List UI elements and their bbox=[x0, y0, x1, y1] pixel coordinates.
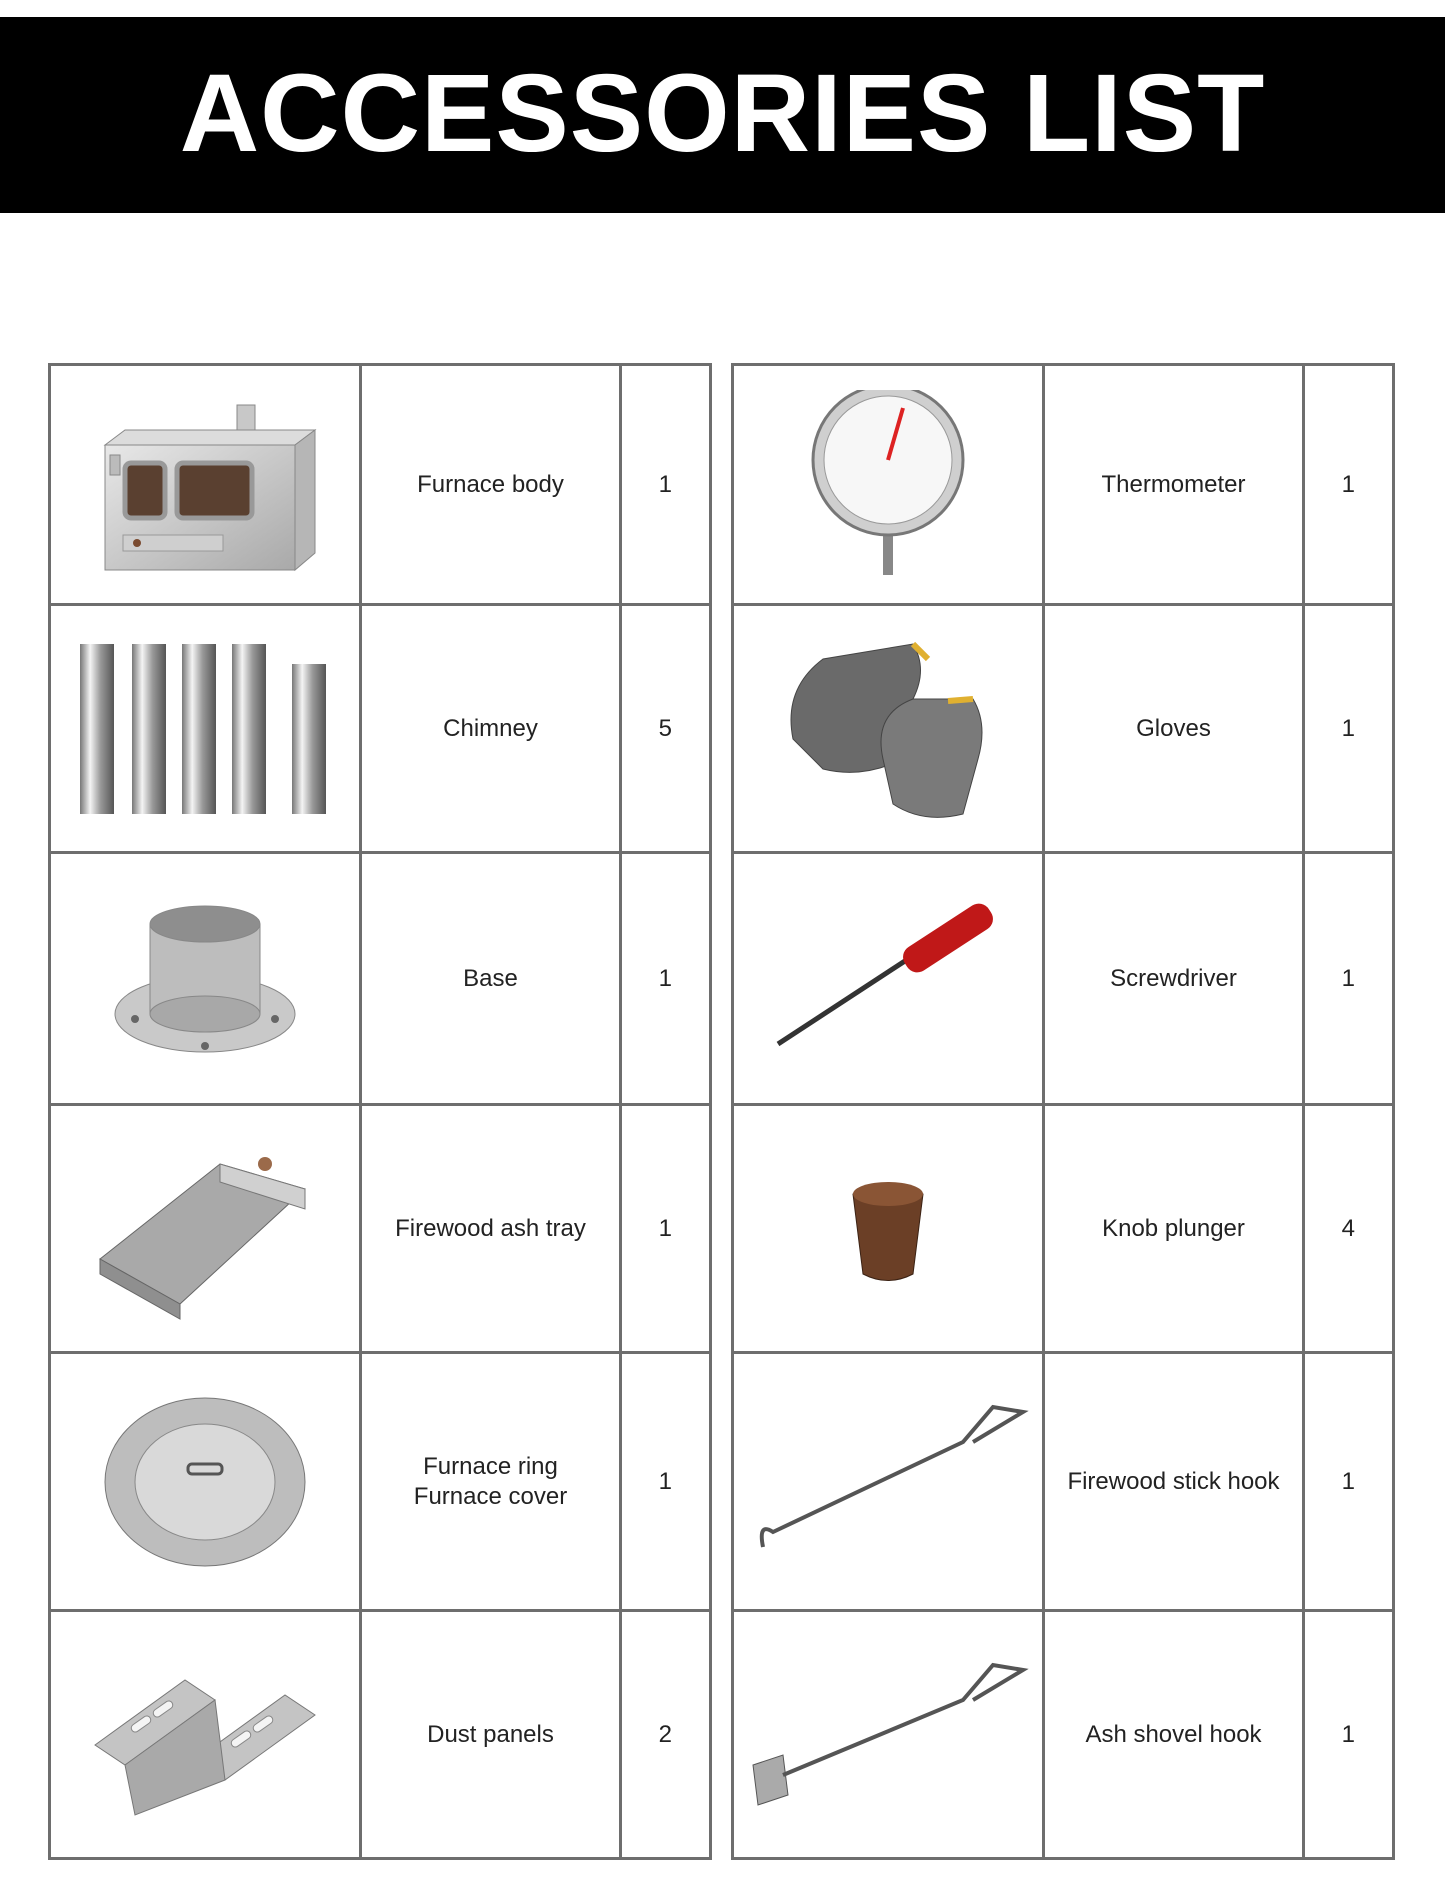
item-name: Screwdriver bbox=[1110, 964, 1237, 992]
ash-tray-image bbox=[55, 1134, 355, 1324]
table-row bbox=[50, 365, 711, 605]
item-qty: 1 bbox=[1341, 1720, 1355, 1748]
item-name: Ash shovel hook bbox=[1085, 1720, 1262, 1748]
item-name: Base bbox=[463, 964, 518, 992]
item-qty: 2 bbox=[658, 1720, 672, 1748]
item-qty-cell bbox=[620, 1105, 710, 1353]
item-qty: 1 bbox=[658, 1467, 672, 1495]
item-image-cell bbox=[50, 605, 361, 853]
table-row bbox=[733, 605, 1394, 853]
item-qty-cell bbox=[620, 1611, 710, 1859]
item-name-cell bbox=[1044, 1611, 1303, 1859]
item-qty: 1 bbox=[1341, 964, 1355, 992]
ash-shovel-hook-image bbox=[738, 1655, 1038, 1815]
item-image-cell bbox=[50, 365, 361, 605]
item-image-cell bbox=[733, 853, 1044, 1105]
item-image-cell bbox=[50, 853, 361, 1105]
chimney-pipes-image bbox=[55, 639, 355, 819]
table-row bbox=[50, 1353, 711, 1611]
item-image-cell bbox=[733, 1105, 1044, 1353]
item-qty-cell bbox=[620, 365, 710, 605]
thermometer-image bbox=[738, 390, 1038, 580]
item-qty: 1 bbox=[1341, 1467, 1355, 1495]
table-row bbox=[733, 1105, 1394, 1353]
table-row bbox=[733, 1611, 1394, 1859]
item-image-cell bbox=[50, 1353, 361, 1611]
table-row bbox=[733, 1353, 1394, 1611]
header-banner bbox=[0, 17, 1445, 213]
item-name: Firewood ash tray bbox=[395, 1214, 586, 1242]
item-name: Dust panels bbox=[427, 1720, 554, 1748]
table-row bbox=[50, 605, 711, 853]
table-row bbox=[50, 1105, 711, 1353]
item-qty-cell bbox=[1303, 1611, 1393, 1859]
knob-plunger-image bbox=[738, 1169, 1038, 1289]
table-row bbox=[50, 853, 711, 1105]
item-qty-cell bbox=[620, 853, 710, 1105]
item-qty-cell bbox=[620, 605, 710, 853]
item-name-cell bbox=[361, 365, 620, 605]
item-name: Thermometer bbox=[1101, 470, 1246, 498]
item-name-cell bbox=[1044, 1353, 1303, 1611]
item-name-cell bbox=[361, 1611, 620, 1859]
item-name: Furnace ring bbox=[423, 1452, 558, 1480]
table-row bbox=[733, 365, 1394, 605]
item-name-cell bbox=[361, 605, 620, 853]
item-name-cell bbox=[361, 1353, 620, 1611]
item-qty: 1 bbox=[1341, 470, 1355, 498]
item-qty-cell bbox=[1303, 365, 1393, 605]
item-image-cell bbox=[50, 1105, 361, 1353]
table-row bbox=[50, 1611, 711, 1859]
item-name-cell bbox=[1044, 605, 1303, 853]
table-row bbox=[733, 853, 1394, 1105]
item-name: Knob plunger bbox=[1102, 1214, 1245, 1242]
dust-panels-image bbox=[55, 1650, 355, 1820]
item-qty-cell bbox=[1303, 853, 1393, 1105]
item-qty: 1 bbox=[1341, 714, 1355, 742]
page-title: ACCESSORIES LIST bbox=[179, 52, 1266, 175]
item-qty: 1 bbox=[658, 470, 672, 498]
item-name-cell bbox=[361, 1105, 620, 1353]
item-name: Gloves bbox=[1136, 714, 1211, 742]
item-qty-cell bbox=[1303, 1105, 1393, 1353]
item-qty: 5 bbox=[658, 714, 672, 742]
item-qty: 4 bbox=[1341, 1214, 1355, 1242]
screwdriver-image bbox=[738, 899, 1038, 1059]
item-image-cell bbox=[733, 1611, 1044, 1859]
item-name-cell bbox=[361, 853, 620, 1105]
base-image bbox=[55, 894, 355, 1064]
item-name: Chimney bbox=[443, 714, 538, 742]
item-name: Furnace body bbox=[417, 470, 564, 498]
gloves-image bbox=[738, 629, 1038, 829]
item-name-cell bbox=[1044, 365, 1303, 605]
item-image-cell bbox=[733, 365, 1044, 605]
furnace-ring-image bbox=[55, 1392, 355, 1572]
item-qty: 1 bbox=[658, 1214, 672, 1242]
item-name-cell bbox=[1044, 853, 1303, 1105]
furnace-body-image bbox=[55, 385, 355, 585]
item-image-cell bbox=[50, 1611, 361, 1859]
item-qty-cell bbox=[1303, 605, 1393, 853]
accessories-table-right bbox=[731, 363, 1395, 1860]
item-qty: 1 bbox=[658, 964, 672, 992]
item-name: Furnace cover bbox=[413, 1482, 568, 1510]
stick-hook-image bbox=[738, 1402, 1038, 1562]
accessories-table-left bbox=[48, 363, 712, 1860]
item-name: Firewood stick hook bbox=[1067, 1467, 1280, 1495]
item-qty-cell bbox=[1303, 1353, 1393, 1611]
item-image-cell bbox=[733, 605, 1044, 853]
item-name-cell bbox=[1044, 1105, 1303, 1353]
item-image-cell bbox=[733, 1353, 1044, 1611]
item-qty-cell bbox=[620, 1353, 710, 1611]
